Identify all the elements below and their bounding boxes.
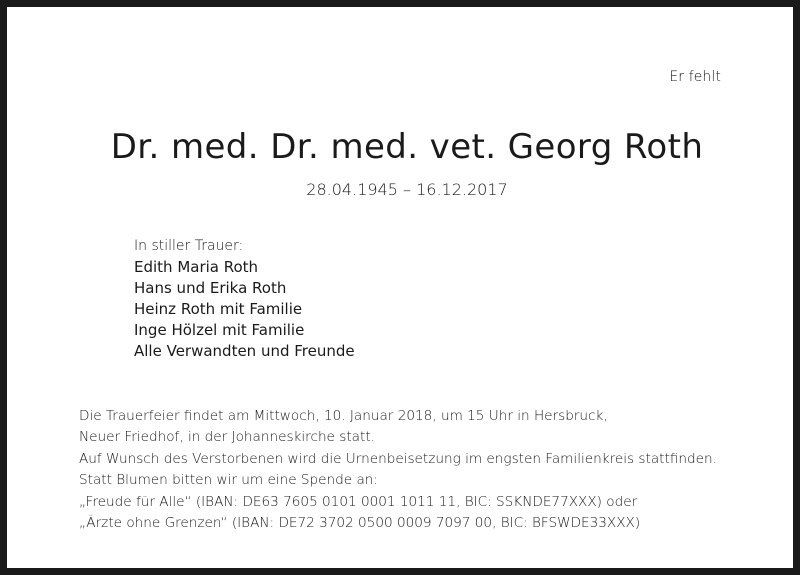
- mourner-name: Heinz Roth mit Familie: [134, 300, 303, 318]
- info-line-donation-intro: Statt Blumen bitten wir um eine Spende an:: [79, 472, 378, 489]
- mourner-name: Edith Maria Roth: [134, 258, 259, 276]
- info-line-burial: Auf Wunsch des Verstorbenen wird die Urnenbeisetzung im engsten Familienkreis stattfinden.: [79, 450, 717, 467]
- tagline: Er fehlt: [669, 69, 721, 85]
- info-line-location: Neuer Friedhof, in der Johanneskirche statt.: [79, 429, 375, 446]
- mourners-list: [134, 257, 355, 362]
- info-line-donation-1: „Freude für Alle“ (IBAN: DE63 7605 0101 0001 1011 11, BIC: SSKNDE77XXX) oder: [79, 493, 638, 510]
- mourner-name: Alle Verwandten und Freunde: [134, 342, 355, 360]
- info-line-ceremony: Die Trauerfeier findet am Mittwoch, 10. Januar 2018, um 15 Uhr in Hersbruck,: [79, 408, 608, 424]
- ceremony-info: [79, 406, 717, 534]
- mourners-intro: In stiller Trauer:: [134, 238, 244, 254]
- deceased-name: Dr. med. Dr. med. vet. Georg Roth: [110, 127, 704, 167]
- mourner-name: Inge Hölzel mit Familie: [134, 321, 305, 339]
- mourners-block: [134, 237, 355, 362]
- mourner-name: Hans und Erika Roth: [134, 279, 287, 297]
- life-dates: 28.04.1945 – 16.12.2017: [306, 180, 508, 199]
- info-line-donation-2: „Ärzte ohne Grenzen“ (IBAN: DE72 3702 0500 0009 7097 00, BIC: BFSWDE33XXX): [79, 515, 641, 532]
